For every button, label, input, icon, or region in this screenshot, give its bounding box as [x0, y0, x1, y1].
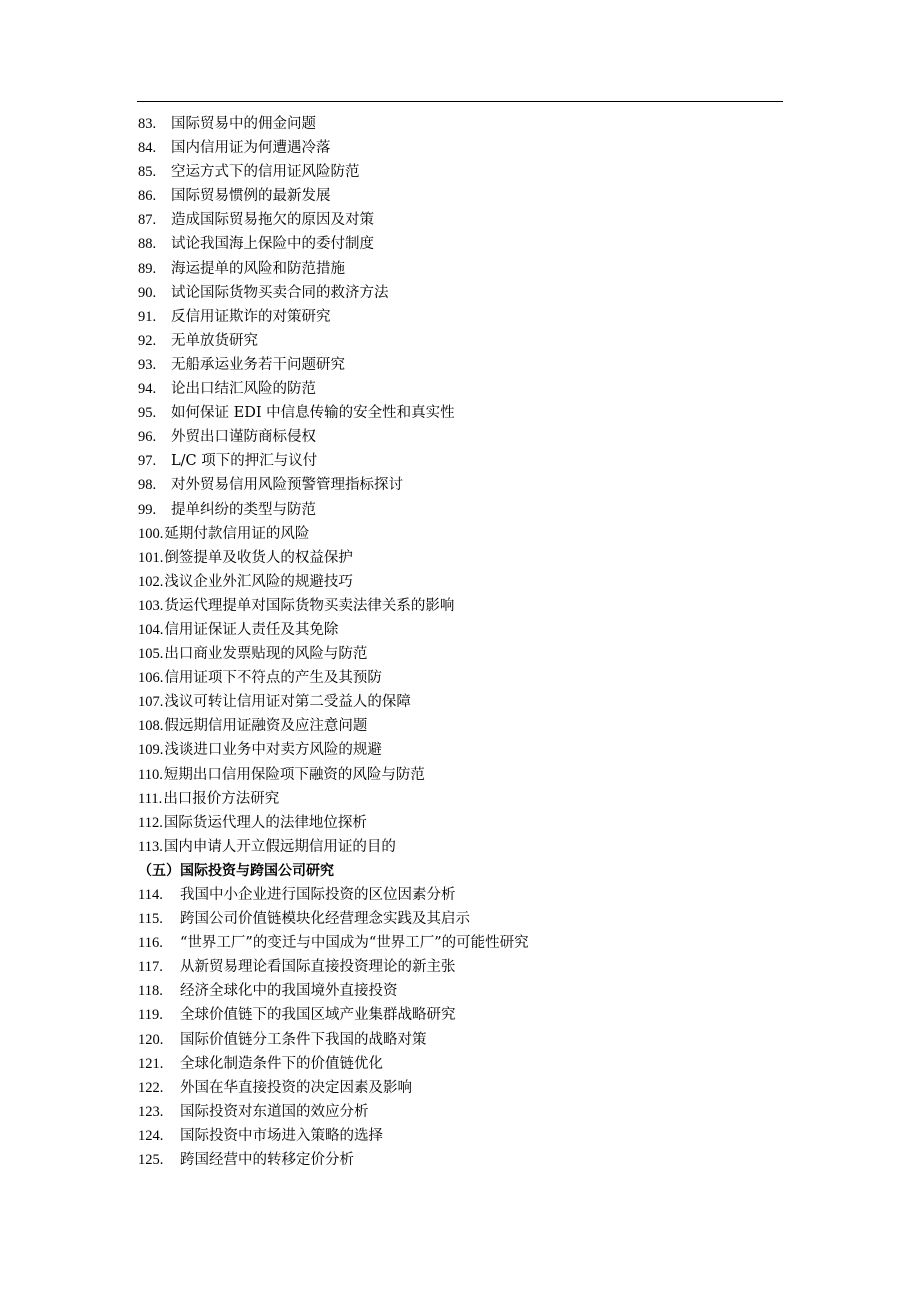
list-item: [138, 208, 778, 232]
item-title: 造成国际贸易拖欠的原因及对策: [171, 212, 374, 229]
item-title: 国际价值链分工条件下我国的战略对策: [180, 1031, 427, 1048]
item-title: 国际贸易惯例的最新发展: [171, 188, 331, 205]
item-title: 国际投资中市场进入策略的选择: [180, 1127, 383, 1144]
item-number: 114.: [138, 887, 163, 903]
list-item: [138, 907, 778, 931]
list-item: [138, 979, 778, 1003]
list-item: [138, 642, 778, 666]
item-number: 117.: [138, 959, 163, 976]
item-title: 试论我国海上保险中的委付制度: [171, 236, 374, 253]
item-number: 96.: [138, 429, 157, 446]
item-number: 125.: [138, 1152, 164, 1169]
list-item: [138, 666, 778, 690]
item-title: 反信用证欺诈的对策研究: [171, 308, 331, 325]
item-title: 国际贸易中的佣金问题: [171, 116, 316, 132]
list-item: [138, 1076, 778, 1100]
list-item: [138, 1124, 778, 1148]
item-number: 98.: [138, 477, 157, 494]
list-item: [138, 883, 778, 907]
item-number: 87.: [138, 212, 157, 229]
header-rule: [137, 101, 783, 102]
item-title: 从新贸易理论看国际直接投资理论的新主张: [180, 959, 456, 976]
item-number: 115.: [138, 911, 163, 928]
list-item: [138, 498, 778, 522]
item-title: 国际货运代理人的法律地位探析: [163, 814, 367, 831]
item-number: 113.: [138, 838, 163, 855]
list-item: [138, 546, 778, 570]
item-number: 107.: [138, 694, 164, 711]
item-number: 89.: [138, 260, 157, 277]
section-4-list: [138, 112, 778, 859]
item-title: 假远期信用证融资及应注意问题: [164, 718, 368, 735]
list-item: [138, 257, 778, 281]
item-title: 空运方式下的信用证风险防范: [171, 164, 360, 181]
item-number: 116.: [138, 935, 163, 952]
item-title: 无船承运业务若干问题研究: [171, 356, 345, 373]
item-title: L/C 项下的押汇与议付: [171, 453, 318, 470]
item-number: 111.: [138, 790, 163, 807]
item-title: 短期出口信用保险项下融资的风险与防范: [163, 766, 425, 783]
item-number: 120.: [138, 1031, 164, 1048]
item-number: 84.: [138, 140, 157, 157]
list-item: [138, 184, 778, 208]
list-item: [138, 522, 778, 546]
list-item: [138, 473, 778, 497]
list-item: [138, 714, 778, 738]
item-title: 无单放货研究: [171, 332, 258, 349]
item-number: 92.: [138, 332, 157, 349]
list-item: [138, 570, 778, 594]
item-number: 85.: [138, 164, 157, 181]
list-item: [138, 1052, 778, 1076]
item-number: 88.: [138, 236, 157, 253]
item-title: 跨国公司价值链模块化经营理念实践及其启示: [180, 911, 470, 928]
item-number: 86.: [138, 188, 157, 205]
item-title: “世界工厂”的变迁与中国成为“世界工厂”的可能性研究: [180, 935, 529, 952]
item-title: 货运代理提单对国际货物买卖法律关系的影响: [164, 597, 455, 614]
item-number: 105.: [138, 646, 164, 663]
item-number: 123.: [138, 1103, 164, 1120]
item-title: 海运提单的风险和防范措施: [171, 260, 345, 277]
list-item: [138, 931, 778, 955]
item-title: 跨国经营中的转移定价分析: [180, 1152, 354, 1169]
list-item: [138, 377, 778, 401]
item-number: 121.: [138, 1055, 164, 1072]
list-item: [138, 160, 778, 184]
list-item: [138, 1100, 778, 1124]
item-number: 102.: [138, 573, 164, 590]
item-title: 提单纠纷的类型与防范: [171, 501, 316, 518]
list-item: [138, 329, 778, 353]
list-item: [138, 401, 778, 425]
list-item: [138, 618, 778, 642]
item-number: 112.: [138, 814, 163, 831]
item-number: 108.: [138, 718, 164, 735]
list-item: [138, 594, 778, 618]
item-number: 90.: [138, 284, 157, 301]
item-number: 100.: [138, 525, 164, 542]
item-number: 119.: [138, 1007, 163, 1024]
item-number: 95.: [138, 405, 157, 422]
section-5-list: [138, 883, 778, 1172]
item-number: 118.: [138, 983, 163, 1000]
list-item: [138, 690, 778, 714]
item-number: 110.: [138, 766, 163, 783]
item-title: 倒签提单及收货人的权益保护: [164, 549, 353, 566]
list-item: [138, 955, 778, 979]
list-item: [138, 787, 778, 811]
item-title: 浅议可转让信用证对第二受益人的保障: [164, 694, 411, 711]
list-item: [138, 1028, 778, 1052]
item-title: 浅议企业外汇风险的规避技巧: [164, 573, 353, 590]
item-number: 122.: [138, 1079, 164, 1096]
list-item: [138, 232, 778, 256]
item-title: 对外贸易信用风险预警管理指标探讨: [171, 477, 403, 494]
item-number: 109.: [138, 742, 164, 759]
item-number: 124.: [138, 1127, 164, 1144]
item-title: 外贸出口谨防商标侵权: [171, 429, 316, 446]
item-title: 国际投资对东道国的效应分析: [180, 1103, 369, 1120]
item-number: 103.: [138, 597, 164, 614]
item-number: 99.: [138, 501, 157, 518]
item-title: 如何保证 EDI 中信息传输的安全性和真实性: [171, 405, 455, 422]
item-title: 我国中小企业进行国际投资的区位因素分析: [180, 887, 456, 903]
item-number: 94.: [138, 381, 157, 398]
item-number: 83.: [138, 116, 157, 132]
item-title: 论出口结汇风险的防范: [171, 381, 316, 398]
item-title: 延期付款信用证的风险: [164, 525, 310, 542]
item-title: 浅谈进口业务中对卖方风险的规避: [164, 742, 382, 759]
item-title: 信用证项下不符点的产生及其预防: [164, 670, 382, 687]
item-title: 经济全球化中的我国境外直接投资: [180, 983, 398, 1000]
item-title: 出口商业发票贴现的风险与防范: [164, 646, 368, 663]
item-title: 试论国际货物买卖合同的救济方法: [171, 284, 389, 301]
item-number: 106.: [138, 670, 164, 687]
list-item: [138, 835, 778, 859]
list-item: [138, 811, 778, 835]
list-item: [138, 353, 778, 377]
list-item: [138, 281, 778, 305]
item-title: 全球化制造条件下的价值链优化: [180, 1055, 383, 1072]
item-title: 出口报价方法研究: [163, 790, 280, 807]
list-item: [138, 305, 778, 329]
item-number: 93.: [138, 356, 157, 373]
list-item: [138, 738, 778, 762]
item-number: 97.: [138, 453, 157, 470]
list-item: [138, 112, 778, 136]
list-item: [138, 136, 778, 160]
item-title: 国内申请人开立假远期信用证的目的: [163, 838, 396, 855]
item-title: 信用证保证人责任及其免除: [164, 621, 339, 638]
item-title: 国内信用证为何遭遇冷落: [171, 140, 331, 157]
item-number: 101.: [138, 549, 164, 566]
list-item: [138, 425, 778, 449]
list-item: [138, 449, 778, 473]
item-number: 91.: [138, 308, 157, 325]
list-item: [138, 1148, 778, 1172]
document-body: [138, 112, 778, 1172]
list-item: [138, 763, 778, 787]
item-title: 全球价值链下的我国区域产业集群战略研究: [180, 1007, 456, 1024]
item-title: 外国在华直接投资的决定因素及影响: [180, 1079, 412, 1096]
section-5-heading: （五）国际投资与跨国公司研究: [138, 862, 334, 879]
item-number: 104.: [138, 621, 164, 638]
list-item: [138, 1003, 778, 1027]
